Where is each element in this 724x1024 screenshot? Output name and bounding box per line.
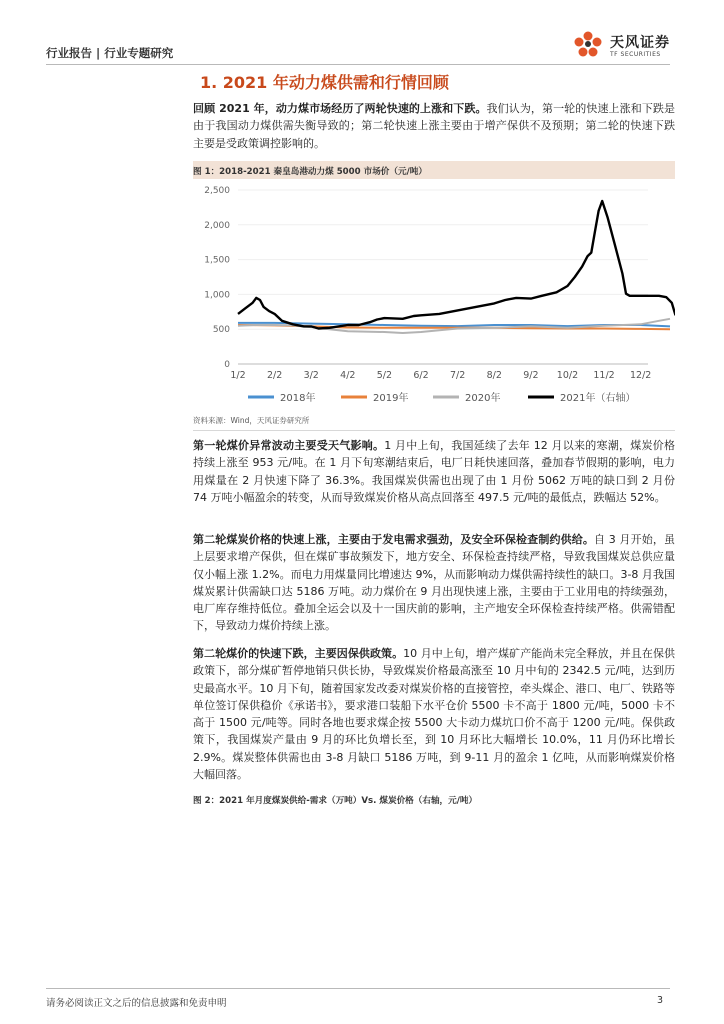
paragraph-round2-fall bbox=[193, 645, 675, 783]
x-tick-label: 5/2 bbox=[376, 370, 393, 381]
x-tick-label: 9/2 bbox=[523, 370, 539, 381]
intro-text: 我们认为，第一轮的快速上涨和下跌是由于我国动力煤供需失衡导致的；第二轮快速上涨主要由于增产保供不及预期；第二轮的快速下跌主要是受政策调控影响的。 bbox=[193, 102, 675, 150]
report-category: 行业报告 | 行业专题研究 bbox=[46, 46, 174, 60]
logo-subtitle: TF SECURITIES bbox=[610, 51, 661, 58]
figure1-caption: 图 1：2018-2021 秦皇岛港动力煤 5000 市场价（元/吨） bbox=[193, 167, 427, 177]
y-tick-label: 2,000 bbox=[204, 220, 230, 231]
x-tick-label: 12/2 bbox=[630, 370, 652, 381]
round2-fall-lead: 第二轮煤价的快速下跌，主要因保供政策。 bbox=[193, 647, 404, 660]
round1-text: 1 月中上旬，我国延续了去年 12 月以来的寒潮，煤炭价格持续上涨至 953 元/吨。在 1 月下旬寒潮结束后，电厂日耗快速回落，叠加春节假期的影响，电力用煤量在 2 月快速下降了 36.3%。我国煤炭供需也出现了由 1 月份 5062 万吨的缺口到 2 月份 74 万吨小幅盈余的转变，从而导致煤炭价格从高点回落至 497.5 元/吨的最低点，跌幅达 52%。 bbox=[193, 439, 676, 504]
figure2-caption: 图 2：2021 年月度煤炭供给-需求（万吨）Vs. 煤炭价格（右轴，元/吨） bbox=[193, 796, 478, 806]
y-tick-label: 1,000 bbox=[204, 290, 230, 301]
x-tick-label: 11/2 bbox=[593, 370, 615, 381]
round2-rise-lead: 第二轮煤炭价格的快速上涨，主要由于发电需求强劲，及安全环保检查制约供给。 bbox=[193, 533, 595, 546]
y-tick-label: 1,500 bbox=[204, 255, 230, 266]
paragraph-round2-rise bbox=[193, 531, 675, 635]
legend-label: 2020年 bbox=[465, 393, 501, 404]
round1-lead: 第一轮煤价异常波动主要受天气影响。 bbox=[193, 439, 385, 452]
series-line-4 bbox=[238, 201, 675, 329]
y-tick-label: 500 bbox=[212, 325, 230, 336]
figure1-source: 资料来源：Wind，天风证券研究所 bbox=[193, 416, 310, 425]
x-tick-label: 8/2 bbox=[486, 370, 502, 381]
intro-lead: 回顾 2021 年，动力煤市场经历了两轮快速的上涨和下跌。 bbox=[193, 102, 487, 115]
x-tick-label: 1/2 bbox=[230, 370, 246, 381]
page-number: 3 bbox=[657, 995, 664, 1006]
section-title: 1. 2021 年动力煤供需和行情回顾 bbox=[200, 73, 449, 92]
x-tick-label: 7/2 bbox=[449, 370, 466, 381]
intro-paragraph bbox=[193, 100, 675, 152]
paragraph-round1 bbox=[193, 437, 675, 506]
x-tick-label: 10/2 bbox=[556, 370, 579, 381]
footer-divider bbox=[46, 988, 670, 989]
round2-fall-text: 10 月中上旬，增产煤矿产能尚未完全释放，并且在保供政策下，部分煤矿暂停地销只供长协，导致煤炭价格最高涨至 10 月中旬的 2342.5 元/吨，达到历史最高水平。10 月下旬，随着国家发改委对煤炭价格的直接管控，牵头煤企、港口、电厂、铁路等单位签订保供稳价《承诺书》，要求港口装船下水平仓价 5500 卡不高于 1800 元/吨，5000 卡不高于 1500 元/吨等。同时各地也要求煤企按 5500 大卡动力煤坑口价不高于 1200 元/吨。保供政策下，我国煤炭产量由 9 月的环比负增长至，到 10 月环比大幅增长 10.0%，11 月仍环比增长 2.9%。煤炭整体供需也由 3-8 月缺口 5186 万吨，到 9-11 月的盈余 1 亿吨，从而影响煤炭价格大幅回落。 bbox=[193, 647, 676, 782]
round2-rise-text: 自 3 月开始，虽上层要求增产保供，但在煤矿事故频发下，地方安全、环保检查持续严格，导致我国煤炭总供应量仅小幅上涨 1.2%。而电力用煤量同比增速达 9%，从而影响动力煤供需持续性的缺口。3-8 月我国煤炭累计供需缺口达 5186 万吨。动力煤价在 9 月出现快速上涨，主要由于工业用电的持续强劲，电厂库存维持低位。叠加全运会以及十一国庆前的影响，主产地安全环保检查持续严格。供需错配下，导致动力煤价持续上涨。 bbox=[193, 533, 675, 633]
y-tick-label: 2,500 bbox=[204, 186, 230, 196]
price-line-chart bbox=[193, 180, 675, 410]
x-tick-label: 6/2 bbox=[413, 370, 429, 381]
legend-label: 2019年 bbox=[373, 393, 409, 404]
figure1-divider bbox=[193, 430, 675, 431]
footer-disclaimer: 请务必阅读正文之后的信息披露和免责申明 bbox=[46, 998, 227, 1009]
header-divider bbox=[46, 64, 670, 65]
x-tick-label: 4/2 bbox=[340, 370, 356, 381]
logo-flower-icon bbox=[568, 26, 608, 66]
y-tick-label: 0 bbox=[224, 360, 230, 370]
logo-name: 天风证券 bbox=[610, 35, 670, 51]
legend-label: 2021年（右轴） bbox=[560, 393, 636, 404]
x-tick-label: 2/2 bbox=[266, 370, 283, 381]
legend-label: 2018年 bbox=[280, 393, 316, 404]
x-tick-label: 3/2 bbox=[303, 370, 319, 381]
